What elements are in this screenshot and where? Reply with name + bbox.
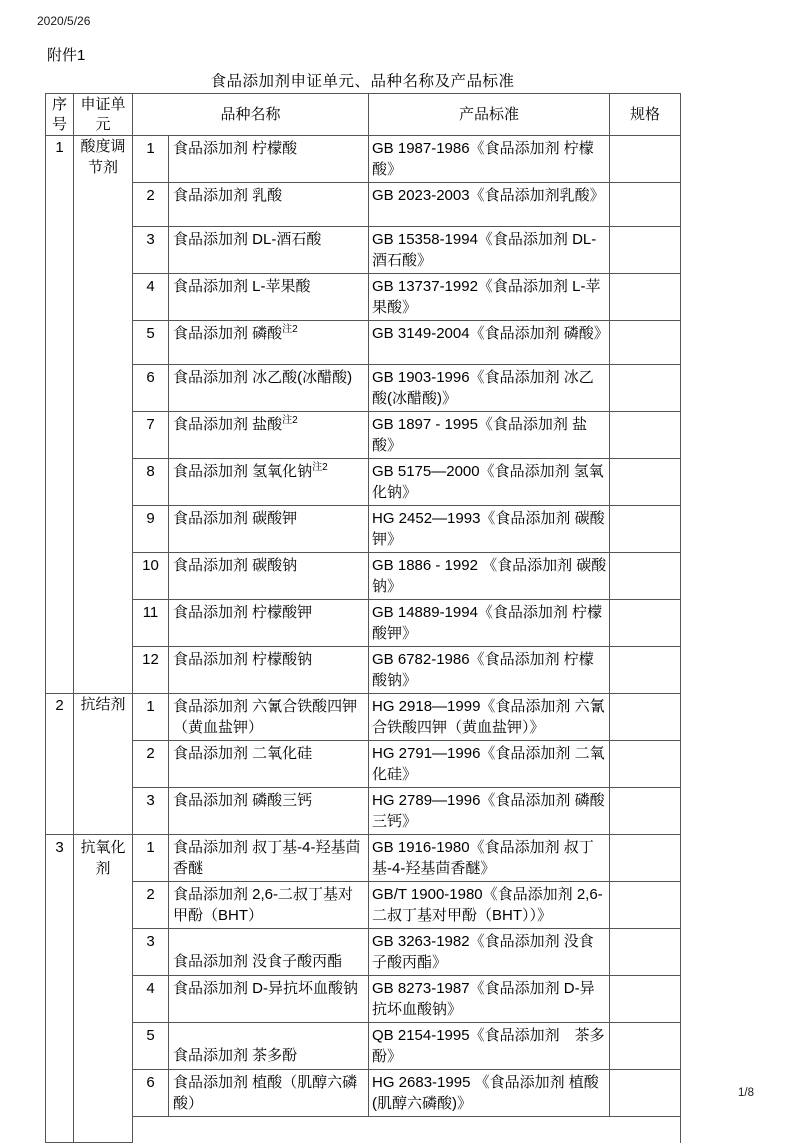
row-number-cell: 11 [133,600,169,647]
row-number-cell: 4 [133,976,169,1023]
spec-cell [610,647,681,694]
product-name: 食品添加剂 DL-酒石酸 [173,231,322,248]
product-standard-cell: GB 13737-1992《食品添加剂 L-苹果酸》 [369,274,610,321]
row-number-cell: 9 [133,506,169,553]
product-name: 食品添加剂 2,6-二叔丁基对甲酚（BHT） [173,886,354,924]
row-number-cell: 1 [133,835,169,882]
table-row [46,600,681,647]
row-number-cell: 1 [133,136,169,183]
product-standard-cell: HG 2791—1996《食品添加剂 二氧化硅》 [369,741,610,788]
table-row [46,553,681,600]
product-standard-cell: GB 15358-1994《食品添加剂 DL-酒石酸》 [369,227,610,274]
note-superscript: 注2 [282,415,298,426]
product-name-cell [169,694,369,741]
row-number-cell: 2 [133,183,169,227]
product-name-cell [169,882,369,929]
table-row [46,1070,681,1117]
table-row [46,136,681,183]
product-name-cell [169,365,369,412]
spec-cell [610,788,681,835]
row-number-cell: 7 [133,412,169,459]
spec-cell [610,412,681,459]
product-name: 食品添加剂 柠檬酸 [173,140,298,157]
spec-cell [610,976,681,1023]
product-name: 食品添加剂 氢氧化钠 [173,463,313,480]
table-header-row [46,94,681,136]
section-index-cell: 3 [46,835,74,1143]
attachment-label: 附件1 [47,47,86,64]
row-number-cell: 6 [133,1070,169,1117]
table-row [46,506,681,553]
header-cell-index: 序号 [46,94,74,136]
table-row [46,647,681,694]
continuation-cell [133,1117,681,1143]
spec-cell [610,741,681,788]
row-number-cell: 3 [133,929,169,976]
product-standard-cell: GB 1886 - 1992 《食品添加剂 碳酸钠》 [369,553,610,600]
product-name: 食品添加剂 D-异抗坏血酸钠 [173,980,358,997]
table-row [46,741,681,788]
row-number-cell: 3 [133,788,169,835]
row-number-cell: 2 [133,741,169,788]
page-number: 1/8 [738,1087,754,1099]
product-standard-cell: GB 1916-1980《食品添加剂 叔丁基-4-羟基茴香醚》 [369,835,610,882]
section-unit-cell: 抗结剂 [74,694,133,835]
product-name: 食品添加剂 植酸（肌醇六磷酸） [173,1074,358,1112]
product-standard-cell: HG 2918—1999《食品添加剂 六氰合铁酸四钾（黄血盐钾）》 [369,694,610,741]
product-name-cell [169,459,369,506]
spec-cell [610,274,681,321]
product-name-cell [169,788,369,835]
table-row [46,227,681,274]
header-cell-standard: 产品标准 [369,94,610,136]
row-number-cell: 2 [133,882,169,929]
product-standard-cell: GB 2023-2003《食品添加剂乳酸》 [369,183,610,227]
table-row [46,183,681,227]
spec-cell [610,183,681,227]
spec-cell [610,553,681,600]
product-standard-cell: GB 5175—2000《食品添加剂 氢氧化钠》 [369,459,610,506]
product-name-cell [169,227,369,274]
row-number-cell: 5 [133,1023,169,1070]
product-name-cell [169,741,369,788]
product-standard-cell: HG 2789—1996《食品添加剂 磷酸三钙》 [369,788,610,835]
product-standard-cell: GB 8273-1987《食品添加剂 D-异抗坏血酸钠》 [369,976,610,1023]
product-standard-cell: GB 3263-1982《食品添加剂 没食子酸丙酯》 [369,929,610,976]
spec-cell [610,600,681,647]
spec-cell [610,1070,681,1117]
table-row [46,976,681,1023]
row-number-cell: 6 [133,365,169,412]
table-row [46,788,681,835]
product-standard-cell: GB 1897 - 1995《食品添加剂 盐酸》 [369,412,610,459]
spec-cell [610,835,681,882]
header-cell-name: 品种名称 [133,94,369,136]
table-row [46,882,681,929]
product-standard-cell: GB 3149-2004《食品添加剂 磷酸》 [369,321,610,365]
header-cell-unit: 申证单元 [74,94,133,136]
product-name: 食品添加剂 冰乙酸(冰醋酸) [173,369,353,386]
table-row [46,694,681,741]
table-row [46,274,681,321]
continuation-row [46,1117,681,1143]
header-cell-spec: 规格 [610,94,681,136]
page-title: 食品添加剂申证单元、品种名称及产品标准 [210,73,515,90]
spec-cell [610,882,681,929]
product-name-cell [169,553,369,600]
table-row [46,929,681,976]
product-name: 食品添加剂 磷酸 [173,325,283,342]
spec-cell [610,459,681,506]
row-number-cell: 5 [133,321,169,365]
product-name: 食品添加剂 柠檬酸钾 [173,604,313,621]
product-standard-cell: HG 2683-1995 《食品添加剂 植酸(肌醇六磷酸)》 [369,1070,610,1117]
row-number-cell: 10 [133,553,169,600]
product-name-cell [169,183,369,227]
note-superscript: 注2 [312,462,328,473]
table-row [46,1023,681,1070]
spec-cell [610,929,681,976]
section-unit-cell: 抗氧化剂 [74,835,133,1143]
section-index-cell: 1 [46,136,74,694]
product-name-cell [169,647,369,694]
product-name-cell [169,506,369,553]
row-number-cell: 8 [133,459,169,506]
note-superscript: 注2 [282,324,298,335]
section-unit-cell: 酸度调节剂 [74,136,133,694]
row-number-cell: 1 [133,694,169,741]
product-name: 食品添加剂 六氰合铁酸四钾（黄血盐钾） [173,698,358,736]
product-standard-cell: HG 2452—1993《食品添加剂 碳酸钾》 [369,506,610,553]
spec-cell [610,136,681,183]
table-row [46,459,681,506]
spec-cell [610,365,681,412]
row-number-cell: 4 [133,274,169,321]
product-name-cell [169,835,369,882]
additives-table [45,93,681,1143]
row-number-cell: 12 [133,647,169,694]
product-name-cell [169,274,369,321]
product-name: 食品添加剂 乳酸 [173,187,283,204]
table-row [46,835,681,882]
product-name-cell [169,600,369,647]
print-date: 2020/5/26 [37,14,91,28]
product-name: 食品添加剂 二氧化硅 [173,745,313,762]
product-name-cell [169,412,369,459]
product-name: 食品添加剂 叔丁基-4-羟基茴香醚 [173,839,361,877]
product-standard-cell: GB 14889-1994《食品添加剂 柠檬酸钾》 [369,600,610,647]
product-name: 食品添加剂 L-苹果酸 [173,278,311,295]
spec-cell [610,1023,681,1070]
spec-cell [610,506,681,553]
product-name: 食品添加剂 茶多酚 [173,1047,298,1064]
section-index-cell: 2 [46,694,74,835]
product-name: 食品添加剂 碳酸钠 [173,557,298,574]
product-standard-cell: GB/T 1900-1980《食品添加剂 2,6-二叔丁基对甲酚（BHT））》 [369,882,610,929]
product-standard-cell: GB 1987-1986《食品添加剂 柠檬酸》 [369,136,610,183]
product-name-cell [169,976,369,1023]
product-name: 食品添加剂 没食子酸丙酯 [173,953,343,970]
product-name: 食品添加剂 柠檬酸钠 [173,651,313,668]
product-standard-cell: GB 6782-1986《食品添加剂 柠檬酸钠》 [369,647,610,694]
product-standard-cell: QB 2154-1995《食品添加剂 茶多酚》 [369,1023,610,1070]
product-name-cell [169,136,369,183]
product-name-cell [169,1023,369,1070]
product-name-cell [169,321,369,365]
table-row [46,412,681,459]
product-name-cell [169,929,369,976]
product-name-cell [169,1070,369,1117]
product-name: 食品添加剂 碳酸钾 [173,510,298,527]
product-name: 食品添加剂 盐酸 [173,416,283,433]
spec-cell [610,694,681,741]
spec-cell [610,227,681,274]
table-row [46,321,681,365]
product-name: 食品添加剂 磷酸三钙 [173,792,313,809]
product-standard-cell: GB 1903-1996《食品添加剂 冰乙酸(冰醋酸)》 [369,365,610,412]
table-row [46,365,681,412]
row-number-cell: 3 [133,227,169,274]
spec-cell [610,321,681,365]
